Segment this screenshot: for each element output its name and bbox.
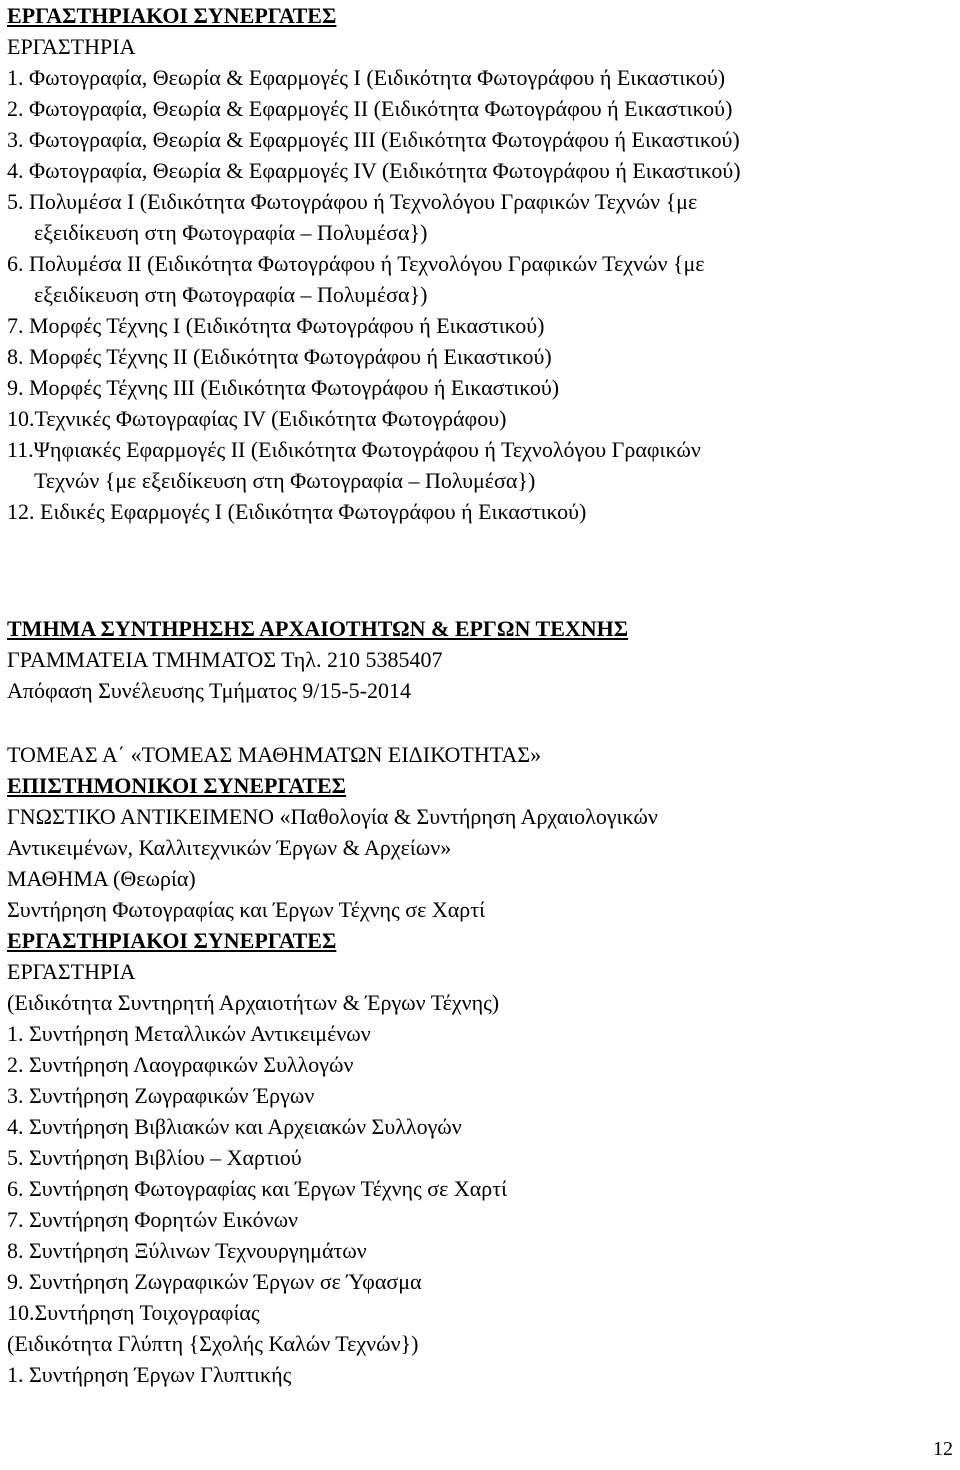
list-item: 12. Ειδικές Εφαρμογές Ι (Ειδικότητα Φωτογράφου ή Εικαστικού) — [7, 499, 587, 524]
course-title: Συντήρηση Φωτογραφίας και Έργων Τέχνης σε Χαρτί — [7, 897, 485, 922]
specialty-label: (Ειδικότητα Γλύπτη {Σχολής Καλών Τεχνών}) — [7, 1331, 419, 1356]
list-item: 8. Μορφές Τέχνης ΙΙ (Ειδικότητα Φωτογράφου ή Εικαστικού) — [7, 344, 552, 369]
department-heading: ΤΜΗΜΑ ΣΥΝΤΗΡΗΣΗΣ ΑΡΧΑΙΟΤΗΤΩΝ & ΕΡΓΩΝ ΤΕΧΝΗΣ — [7, 616, 629, 641]
scientific-associates-heading: ΕΠΙΣΤΗΜΟΝΙΚΟΙ ΣΥΝΕΡΓΑΤΕΣ — [7, 773, 347, 798]
course-label: ΜΑΘΗΜΑ (Θεωρία) — [7, 866, 196, 891]
list-item-continuation: εξειδίκευση στη Φωτογραφία – Πολυμέσα}) — [34, 220, 428, 245]
section-subheading-labs: ΕΡΓΑΣΤΗΡΙΑ — [7, 34, 136, 59]
list-item: 7. Μορφές Τέχνης Ι (Ειδικότητα Φωτογράφου ή Εικαστικού) — [7, 313, 545, 338]
spacer — [7, 706, 947, 739]
page-number: 12 — [933, 1438, 953, 1460]
list-item: 2. Συντήρηση Λαογραφικών Συλλογών — [7, 1052, 354, 1077]
list-item-continuation: εξειδίκευση στη Φωτογραφία – Πολυμέσα}) — [34, 282, 428, 307]
document-page — [7, 0, 947, 1390]
subject-line: ΓΝΩΣΤΙΚΟ ΑΝΤΙΚΕΙΜΕΝΟ «Παθολογία & Συντήρηση Αρχαιολογικών — [7, 804, 658, 829]
list-item: 4. Φωτογραφία, Θεωρία & Εφαρμογές ΙV (Ειδικότητα Φωτογράφου ή Εικαστικού) — [7, 158, 741, 183]
secretariat-phone: ΓΡΑΜΜΑΤΕΙΑ ΤΜΗΜΑΤΟΣ Τηλ. 210 5385407 — [7, 647, 443, 672]
subject-line: Αντικειμένων, Καλλιτεχνικών Έργων & Αρχείων» — [7, 835, 452, 860]
list-item: 1. Συντήρηση Μεταλλικών Αντικειμένων — [7, 1021, 371, 1046]
list-item: 10.Συντήρηση Τοιχογραφίας — [7, 1300, 260, 1325]
list-item: 1. Φωτογραφία, Θεωρία & Εφαρμογές Ι (Ειδικότητα Φωτογράφου ή Εικαστικού) — [7, 65, 726, 90]
list-item: 8. Συντήρηση Ξύλινων Τεχνουργημάτων — [7, 1238, 367, 1263]
list-item: 2. Φωτογραφία, Θεωρία & Εφαρμογές ΙΙ (Ειδικότητα Φωτογράφου ή Εικαστικού) — [7, 96, 733, 121]
specialty-label: (Ειδικότητα Συντηρητή Αρχαιοτήτων & Έργων Τέχνης) — [7, 990, 500, 1015]
list-item: 6. Πολυμέσα ΙΙ (Ειδικότητα Φωτογράφου ή Τεχνολόγου Γραφικών Τεχνών {με — [7, 251, 705, 276]
list-item: 7. Συντήρηση Φορητών Εικόνων — [7, 1207, 299, 1232]
lab-associates-heading: ΕΡΓΑΣΤΗΡΙΑΚΟΙ ΣΥΝΕΡΓΑΤΕΣ — [7, 928, 337, 953]
list-item: 3. Συντήρηση Ζωγραφικών Έργων — [7, 1083, 315, 1108]
list-item: 4. Συντήρηση Βιβλιακών και Αρχειακών Συλλογών — [7, 1114, 462, 1139]
list-item-continuation: Τεχνών {με εξειδίκευση στη Φωτογραφία – Πολυμέσα}) — [34, 468, 536, 493]
list-item: 9. Μορφές Τέχνης ΙΙΙ (Ειδικότητα Φωτογράφου ή Εικαστικού) — [7, 375, 560, 400]
labs-subheading: ΕΡΓΑΣΤΗΡΙΑ — [7, 959, 136, 984]
list-item: 1. Συντήρηση Έργων Γλυπτικής — [7, 1362, 292, 1387]
list-item: 10.Τεχνικές Φωτογραφίας ΙV (Ειδικότητα Φωτογράφου) — [7, 406, 507, 431]
sector-title: ΤΟΜΕΑΣ Α΄ «ΤΟΜΕΑΣ ΜΑΘΗΜΑΤΩΝ ΕΙΔΙΚΟΤΗΤΑΣ» — [7, 742, 542, 767]
list-item: 11.Ψηφιακές Εφαρμογές ΙΙ (Ειδικότητα Φωτογράφου ή Τεχνολόγου Γραφικών — [7, 437, 701, 462]
spacer — [7, 527, 947, 613]
section-heading-lab-associates: ΕΡΓΑΣΤΗΡΙΑΚΟΙ ΣΥΝΕΡΓΑΤΕΣ — [7, 3, 337, 28]
list-item: 3. Φωτογραφία, Θεωρία & Εφαρμογές ΙΙΙ (Ειδικότητα Φωτογράφου ή Εικαστικού) — [7, 127, 740, 152]
assembly-decision: Απόφαση Συνέλευσης Τμήματος 9/15-5-2014 — [7, 678, 412, 703]
list-item: 5. Συντήρηση Βιβλίου – Χαρτιού — [7, 1145, 302, 1170]
list-item: 6. Συντήρηση Φωτογραφίας και Έργων Τέχνης σε Χαρτί — [7, 1176, 507, 1201]
list-item: 9. Συντήρηση Ζωγραφικών Έργων σε Ύφασμα — [7, 1269, 422, 1294]
list-item: 5. Πολυμέσα Ι (Ειδικότητα Φωτογράφου ή Τεχνολόγου Γραφικών Τεχνών {με — [7, 189, 698, 214]
